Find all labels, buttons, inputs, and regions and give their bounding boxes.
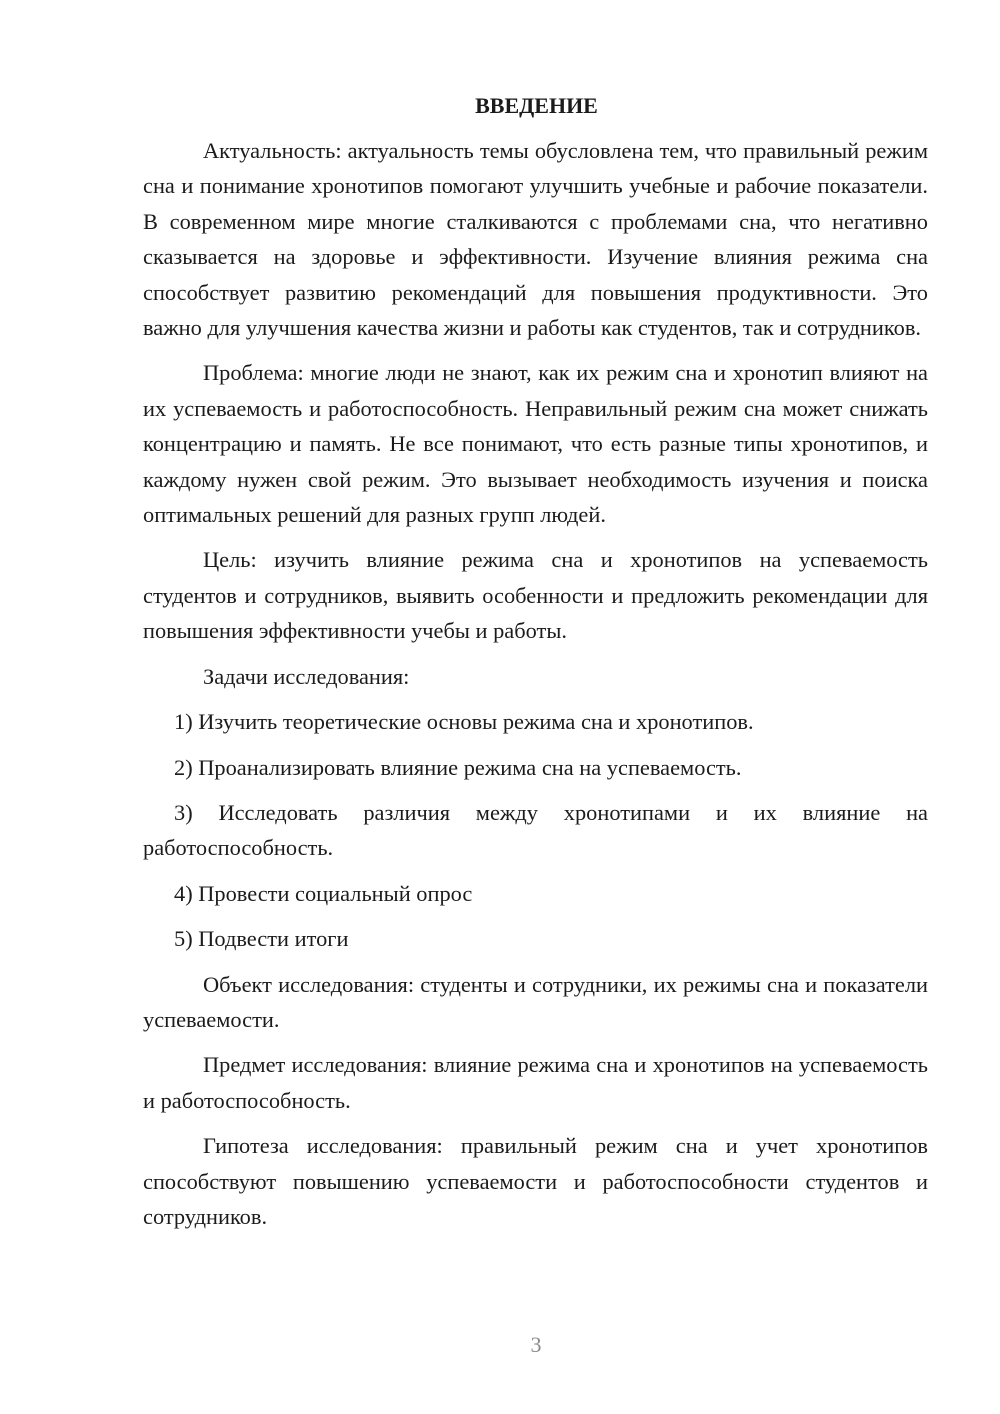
page-content [143, 88, 928, 1244]
paragraph-goal: Цель: изучить влияние режима сна и хронотипов на успеваемость студентов и сотрудников, выявить особенности и предложить рекомендации для повышения эффективности учебы и работы. [143, 547, 928, 644]
task-item-5: 5) Подвести итоги [174, 926, 349, 952]
task-item-3: 3) Исследовать различия между хронотипами и их влияние на работоспособность. [143, 799, 928, 861]
paragraph-problem: Проблема: многие люди не знают, как их режим сна и хронотип влияют на их успеваемость и работоспособность. Неправильный режим сна может снижать концентрацию и память. Не все понимают, что есть разные типы хронотипов, и каждому нужен свой режим. Это вызывает необходимость изучения и поиска оптимальных решений для разных групп людей. [143, 360, 928, 528]
paragraph-hypothesis: Гипотеза исследования: правильный режим сна и учет хронотипов способствуют повышению успеваемости и работоспособности студентов и сотрудников. [143, 1133, 928, 1229]
paragraph-subject: Предмет исследования: влияние режима сна и хронотипов на успеваемость и работоспособность. [143, 1052, 928, 1113]
task-item-1: 1) Изучить теоретические основы режима сна и хронотипов. [174, 709, 754, 735]
page-number: 3 [530, 1332, 542, 1357]
task-item-4: 4) Провести социальный опрос [174, 880, 473, 906]
paragraph-relevance: Актуальность: актуальность темы обусловлена тем, что правильный режим сна и понимание хронотипов помогают улучшить учебные и рабочие показатели. В современном мире многие сталкиваются с проблемами сна, что негативно сказывается на здоровье и эффективности. Изучение влияния режима сна способствует развитию рекомендаций для повышения продуктивности. Это важно для улучшения качества жизни и работы как студентов, так и сотрудников. [143, 138, 928, 341]
page-title: ВВЕДЕНИЕ [475, 93, 598, 118]
task-item-2: 2) Проанализировать влияние режима сна на успеваемость. [174, 754, 742, 780]
tasks-heading: Задачи исследования: [203, 663, 410, 689]
paragraph-object: Объект исследования: студенты и сотрудники, их режимы сна и показатели успеваемости. [143, 971, 928, 1032]
